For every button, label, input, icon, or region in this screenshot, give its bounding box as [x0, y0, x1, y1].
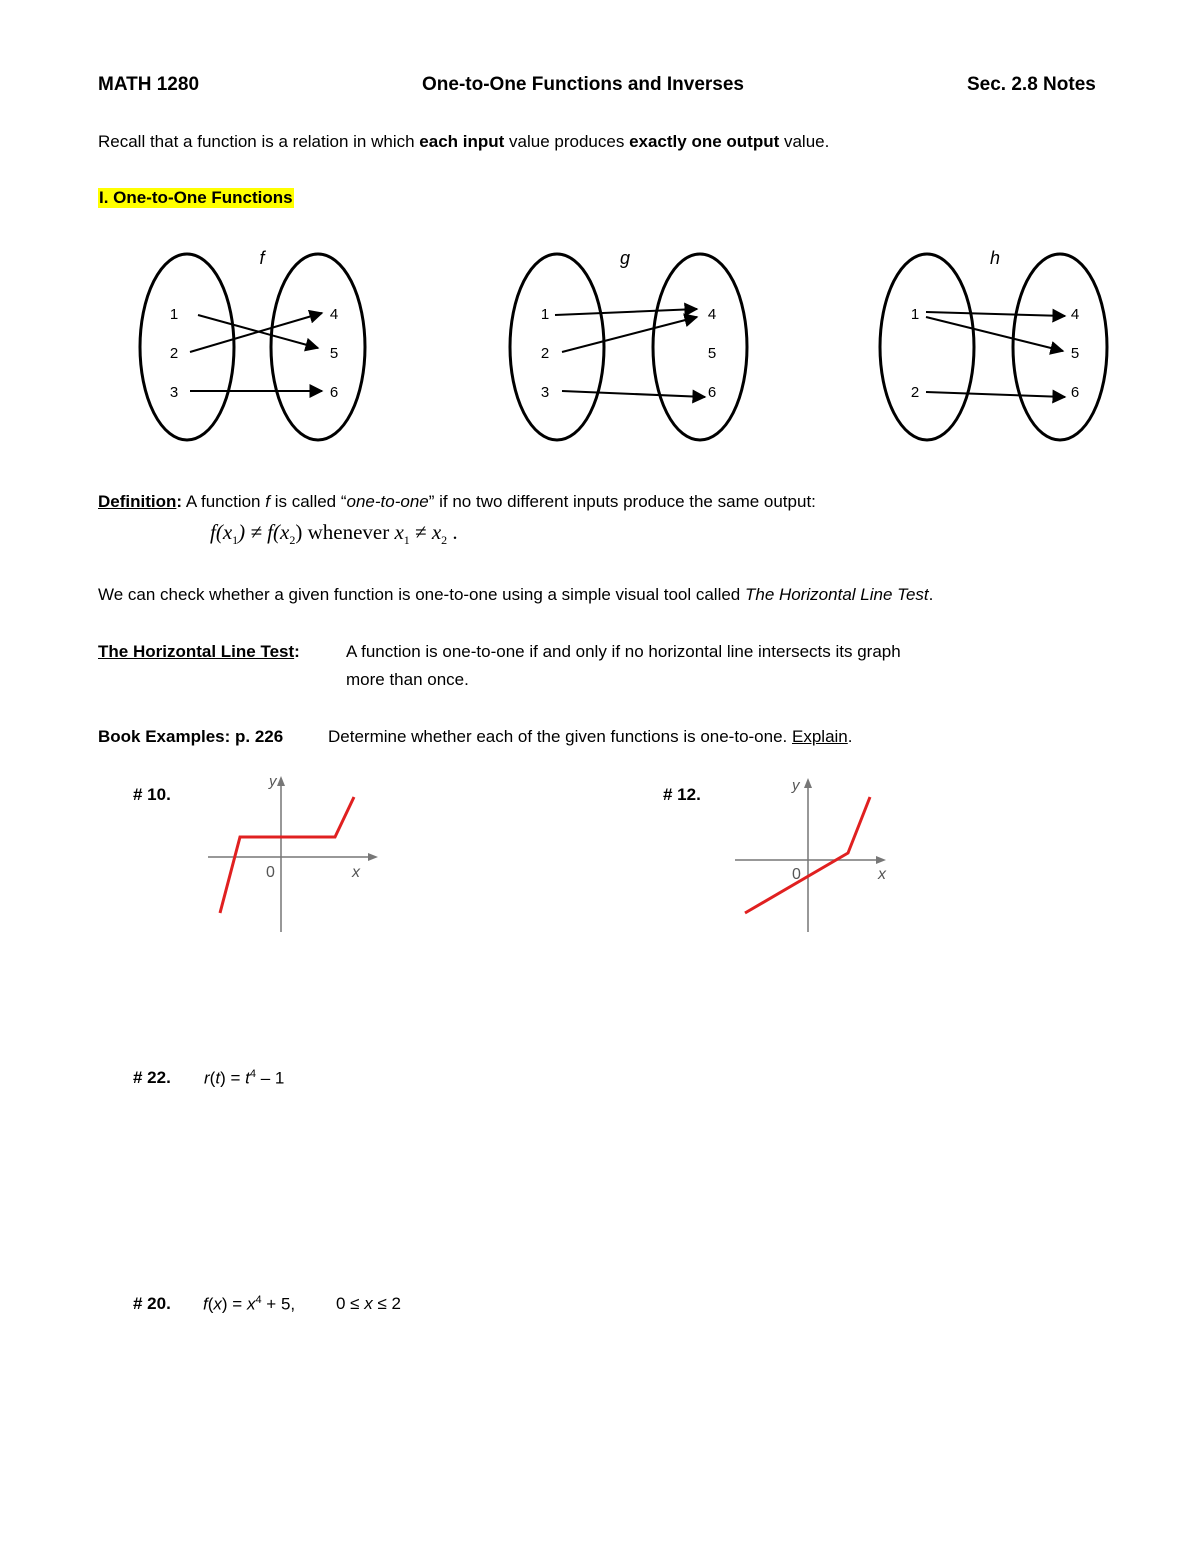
mapping-h-output-4: 4 — [1070, 306, 1080, 323]
example-12-x-label: x — [878, 866, 886, 883]
hlt-label-wrap — [98, 642, 300, 662]
mapping-g-input-3: 3 — [540, 384, 550, 401]
recall-text-3: value. — [779, 132, 830, 151]
mapping-h-input-2: 2 — [910, 384, 920, 401]
example-20-x2: x — [246, 1294, 256, 1314]
book-examples-label: Book Examples: p. 226 — [98, 727, 284, 746]
book-instruction-text: Determine whether each of the given functions is one-to-one. — [328, 727, 792, 746]
example-22-r: r — [204, 1068, 210, 1088]
section-heading: I. One-to-One Functions — [99, 188, 293, 207]
example-20-x1: x — [213, 1294, 222, 1314]
formula-mid: ) ≠ f(x — [238, 520, 290, 544]
definition-text-3: ” if no two different inputs produce the same output: — [428, 492, 816, 511]
formula-sub-2: 2 — [289, 533, 296, 548]
example-20-domain-a: 0 ≤ — [336, 1294, 365, 1313]
recall-text-1: Recall that a function is a relation in which — [98, 132, 420, 151]
recall-bold-1: each input — [419, 132, 505, 151]
section-label: Sec. 2.8 Notes — [967, 74, 1096, 95]
definition-colon: : — [176, 492, 183, 511]
example-20-eq: ) = — [221, 1294, 247, 1314]
example-20-rest: + 5, — [261, 1294, 296, 1314]
example-10-origin-label: 0 — [266, 864, 275, 881]
definition-text-1: A function — [182, 492, 266, 511]
example-10-curve — [220, 797, 354, 913]
mapping-h-output-6: 6 — [1070, 384, 1080, 401]
example-20-domain — [336, 1294, 401, 1314]
formula-end: . — [447, 520, 458, 544]
hlt-label: The Horizontal Line Test — [98, 642, 295, 661]
example-22-t2: t — [245, 1068, 250, 1088]
mapping-g-arrow-3-6 — [562, 391, 705, 397]
mapping-g-input-1: 1 — [540, 306, 550, 323]
example-20-f: f — [203, 1294, 208, 1314]
formula-x2-sub: 2 — [441, 533, 448, 548]
mapping-h-name: h — [989, 248, 1001, 268]
mapping-g-arrow-2-4 — [562, 317, 697, 352]
hlt-line-2: more than once. — [346, 670, 469, 689]
example-20-domain-b: ≤ 2 — [372, 1294, 401, 1313]
recall-text-2: value produces — [504, 132, 630, 151]
mapping-f-input-1: 1 — [169, 306, 179, 323]
example-10-y-label: y — [269, 773, 277, 790]
mapping-h-arrow-1-5 — [926, 317, 1063, 351]
example-12-y-label: y — [792, 777, 800, 794]
example-20-function: $f(x) = x^4 + 5$, — [203, 1294, 296, 1314]
definition-text-2: is called “ — [269, 492, 347, 511]
mapping-h-arrow-2-6 — [926, 392, 1065, 397]
mapping-g-output-4: 4 — [707, 306, 717, 323]
check-sentence — [98, 585, 933, 605]
mapping-diagrams — [0, 240, 1200, 450]
mapping-h-domain-oval — [880, 254, 974, 440]
course-label: MATH 1280 — [98, 74, 200, 95]
example-20-domain-x: x — [364, 1294, 373, 1313]
example-22-exp: 4 — [249, 1068, 256, 1080]
example-10-x-arrow — [368, 853, 378, 861]
example-12-y-arrow — [804, 778, 812, 788]
example-22-t1: t — [215, 1068, 221, 1088]
definition-formula — [210, 520, 458, 548]
example-22-label: # 22. — [133, 1068, 171, 1087]
example-10-y-arrow — [277, 776, 285, 786]
mapping-g-domain-oval — [510, 254, 604, 440]
page-title: One-to-One Functions and Inverses — [422, 74, 744, 95]
recall-bold-2: exactly one output — [629, 132, 780, 151]
mapping-g-input-2: 2 — [540, 345, 550, 362]
mapping-f-name: f — [259, 248, 265, 268]
example-12-graph — [730, 770, 900, 940]
example-12-label: # 12. — [663, 785, 701, 804]
mapping-g-name: g — [619, 248, 631, 268]
mapping-h-input-1: 1 — [910, 306, 920, 323]
example-10-x-label: x — [352, 864, 360, 881]
formula-neq: ≠ — [409, 520, 432, 544]
example-20-label: # 20. — [133, 1294, 171, 1313]
mapping-f-output-4: 4 — [329, 306, 339, 323]
example-22-function: $r(t) = t^4 - 1$ — [204, 1068, 285, 1088]
mapping-f-output-6: 6 — [329, 384, 339, 401]
book-period: . — [847, 727, 853, 746]
mapping-g-output-5: 5 — [707, 345, 717, 362]
mapping-g-arrow-1-4 — [555, 309, 697, 315]
check-tool-name: The Horizontal Line Test — [745, 585, 929, 604]
definition-f: f — [265, 492, 270, 511]
explain-link: Explain — [792, 727, 848, 746]
mapping-g-range-oval — [653, 254, 747, 440]
example-20-exp: 4 — [255, 1294, 262, 1306]
formula-sub-1: 1 — [232, 533, 239, 548]
definition-term: one-to-one — [346, 492, 429, 511]
formula-right: ) — [295, 520, 303, 544]
book-instruction — [328, 727, 853, 747]
formula-x2: x — [431, 520, 442, 544]
formula-left: f(x — [210, 520, 233, 544]
recall-sentence — [98, 132, 829, 152]
mapping-h-range-oval — [1013, 254, 1107, 440]
formula-whenever: whenever — [302, 520, 395, 544]
mapping-f-input-3: 3 — [169, 384, 179, 401]
check-text-2: . — [928, 585, 934, 604]
hlt-line-1: A function is one-to-one if and only if no horizontal line intersects its graph — [346, 642, 901, 661]
mapping-f — [140, 248, 365, 440]
mapping-f-output-5: 5 — [329, 345, 339, 362]
mapping-g — [510, 248, 747, 440]
mapping-g-output-6: 6 — [707, 384, 717, 401]
example-10-graph — [200, 770, 380, 940]
example-22-eq: ) = — [220, 1068, 246, 1088]
mapping-f-input-2: 2 — [169, 345, 179, 362]
mapping-h-output-5: 5 — [1070, 345, 1080, 362]
definition-label: Definition — [98, 492, 177, 511]
mapping-h-arrow-1-4 — [926, 312, 1065, 316]
formula-x1: x — [394, 520, 404, 544]
example-10-label: # 10. — [133, 785, 171, 804]
hlt-colon: : — [294, 642, 300, 661]
check-text-1: We can check whether a given function is one-to-one using a simple visual tool called — [98, 585, 745, 604]
mapping-h — [880, 248, 1107, 440]
example-12-x-arrow — [876, 856, 886, 864]
example-12-origin-label: 0 — [792, 866, 801, 883]
example-22-rest: – 1 — [255, 1068, 285, 1088]
formula-x1-sub: 1 — [403, 533, 410, 548]
mapping-f-domain-oval — [140, 254, 234, 440]
definition-line — [98, 492, 816, 512]
